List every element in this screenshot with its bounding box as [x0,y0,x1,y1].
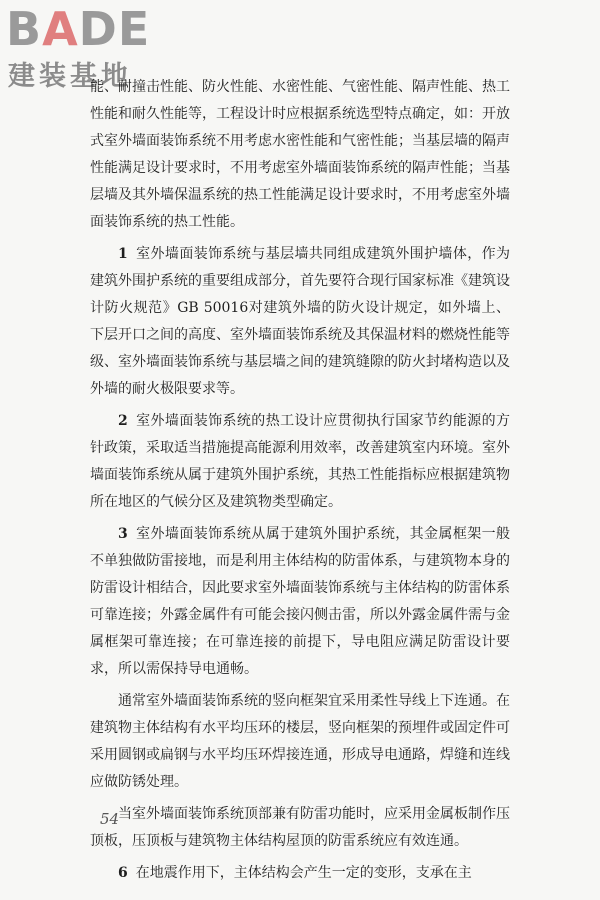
clause-number: 1 [118,246,128,262]
paragraph-lightning-conductor: 通常室外墙面装饰系统的竖向框架宜采用柔性导线上下连通。在建筑物主体结构有水平均压环的楼层，竖向框架的预埋件或固定件可采用圆钢或扁钢与水平均压环焊接连通，形成导电通路，焊缝和连线应做防锈处理。 [90,693,510,790]
clause-number: 2 [118,413,128,429]
clause-number: 3 [118,526,128,542]
clause-3: 3 室外墙面装饰系统从属于建筑外围护系统，其金属框架一般不单独做防雷接地，而是利用主体结构的防雷体系，与建筑物本身的防雷设计相结合，因此要求室外墙面装饰系统与主体结构的防雷体系可靠连接；外露金属件有可能会接闪侧击雷，所以外露金属件需与金属框架可靠连接；在可靠连接的前提下，导电阻应满足防雷设计要求，所以需保持导电通畅。 [90,526,510,677]
clause-number: 6 [118,865,128,881]
watermark-brand: BADE [6,2,151,56]
page-number: 54 [100,810,120,828]
clause-1: 1 室外墙面装饰系统与基层墙共同组成建筑外围护墙体，作为建筑外围护系统的重要组成部分，首先要符合现行国家标准《建筑设计防火规范》GB 50016对建筑外墙的防火设计规定，如外墙上、下层开口之间的高度、室外墙面装饰系统及其保温材料的燃烧性能等级、室外墙面装饰系统与基层墙之间的建筑缝隙的防火封堵构造以及外墙的耐火极限要求等。 [90,246,510,397]
clause-6: 6 在地震作用下，主体结构会产生一定的变形，支承在主 [118,865,472,881]
watermark-tagline: 建装基地 [8,61,132,92]
clause-2: 2 室外墙面装饰系统的热工设计应贯彻执行国家节约能源的方针政策，采取适当措施提高能源利用效率，改善建筑室内环境。室外墙面装饰系统从属于建筑外围护系统，其热工性能指标应根据建筑物所在地区的气候分区及建筑物类型确定。 [90,413,510,510]
paragraph-coping-board: 当室外墙面装饰系统顶部兼有防雷功能时，应采用金属板制作压顶板，压顶板与建筑物主体结构屋顶的防雷系统应有效连通。 [90,806,510,849]
paragraph-continuation: 能、耐撞击性能、防火性能、水密性能、气密性能、隔声性能、热工性能和耐久性能等，工程设计时应根据系统选型特点确定，如：开放式室外墙面装饰系统不用考虑水密性能和气密性能；当基层墙的隔声性能满足设计要求时，不用考虑室外墙面装饰系统的隔声性能；当基层墙及其外墙保温系统的热工性能满足设计要求时，不用考虑室外墙面装饰系统的热工性能。 [90,79,510,230]
document-body [90,74,510,892]
